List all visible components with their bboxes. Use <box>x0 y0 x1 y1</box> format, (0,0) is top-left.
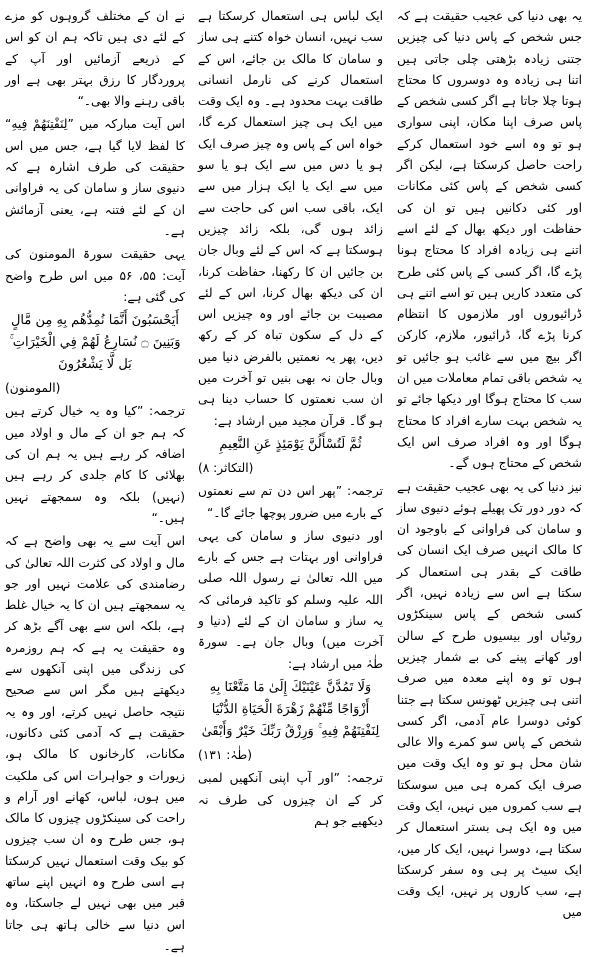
paragraph: یہ بھی دنیا کی عجیب حقیقت ہے کہ جس شخص کے پاس دنیا کی چیزیں جتنی زیادہ بڑھتی چلی جاتی ہیں اتنا ہی زیادہ وہ دوسروں کا محتاج ہوتا چلا جاتا ہے اگر کسی شخص کے پاس صرف اپنا مکان، اپنی سواری ہو تو وہ اسے خود استعمال کرکے راحت حاصل کرسکتا ہے، لیکن اگر کسی شخص کے پاس کئی مکانات اور کئی دکانیں ہیں تو ان کی حفاظت اور دیکھ بھال کے لئے اسے اتنے ہی زیادہ افراد کا محتاج ہونا پڑے گا، اگر کسی کے پاس کئی طرح کی متعدد کاریں ہیں تو اسے اتنے ہی ڈرائیوروں اور ملازموں کا انتظام کرنا پڑے گا، ڈرائیور، ملازم، کارکن اگر بیچ میں سے غائب ہو جائیں تو یہ شخص باقی تمام معاملات میں ان سب کا محتاج ہوگا اور دیکھا جائے تو یہ شخص بہت سارے افراد کا محتاج ہوگا اور وہ افراد صرف اس ایک شخص کے محتاج ہوں گے۔ <box>397 9 582 471</box>
verse-reference: (المومنون) <box>5 381 61 396</box>
paragraph: یہی حقیقت سورۃ المومنون کی آیت: ۵۵، ۵۶ میں اس طرح واضح کی گئی ہے: <box>5 247 185 304</box>
paragraph: نیز دنیا کی یہ بھی عجیب حقیقت ہے کہ دور دور تک پھیلے ہوئے دنیوی ساز و سامان کی فراوانی کے باوجود ان کا مالک انہیں صرف ایک انسان کی طاقت کے بقدر ہی استعمال کر سکتا ہے اس سے زیادہ نہیں، اگر کسی شخص کے پاس سینکڑوں روٹیاں اور بیسیوں طرح کے سالن اور کھانے پینے کی بے شمار چیزیں ہوں تو وہ اپنے معدہ میں صرف اتنی ہی چیزیں ٹھونس سکتا ہے جتنا کوئی دوسرا عام آدمی، اگر کسی شخص کے پاس سو کمرے والا عالی شان محل ہو تو وہ ایک وقت میں صرف ایک کمرہ ہی میں سوسکتا ہے سب کمروں میں نہیں، ایک وقت میں وہ ایک ہی بستر استعمال کر سکتا ہے، دوسرا نہیں، ایک کار میں، ایک سیٹ پر ہی وہ سفر کرسکتا ہے، سب کاروں پر نہیں، ایک وقت میں <box>397 479 582 920</box>
paragraph: نے ان کے مختلف گروہوں کو مزے کے لئے دی ہیں تاکہ ہم ان کو اس کے ذریعے آزمائیں اور آپ کے پروردگار کا رزق بہتر بھی ہے اور باقی رہنے والا بھی۔“ <box>5 9 185 109</box>
translation: ترجمہ: ”اور آپ اپنی آنکھیں لمبی کر کے ان چیزوں کی طرف نہ دیکھیے جو ہم <box>198 771 383 828</box>
verse-reference: (التکاثر: ۸) <box>198 460 254 475</box>
verse-reference: (طٰہٰ: ۱۳۱) <box>198 747 252 762</box>
paragraph: اس آیت مبارکہ میں ”لِنَفْتِنَهُمْ فِيهِ“ کا لفظ لایا گیا ہے، جس میں اس حقیقت کی طرف اشارہ ہے کہ دنیوی ساز و سامان کی یہ فراوانی ان کے لئے فتنہ ہے، یعنی آزمائش ہے۔ <box>5 117 185 238</box>
quran-verse: أَيَحْسَبُونَ أَنَّمَا نُمِدُّهُم بِهِ مِن مَّالٍ وَبَنِينَ ۝ نُسَارِعُ لَهُمْ فِي الْخَيْرَاتِ ۚ بَل لَّا يَشْعُرُونَ <box>9 313 181 373</box>
paragraph: اس آیت سے یہ بھی واضح ہے کہ مال و اولاد کی کثرت اللہ تعالیٰ کی رضامندی کی علامت نہیں اور جو یہ سمجھتے ہیں ان کا یہ خیال غلط ہے، بلکہ اس سے بھی آگے بڑھ کر وہ حقیقت یہ ہے کہ ہم روزمرہ کی زندگی میں اپنی آنکھوں سے دیکھتے ہیں مگر اس سے صحیح نتیجہ حاصل نہیں کرتے، اور وہ یہ حقیقت ہے کہ آدمی کئی دکانوں، مکانات، کارخانوں کا مالک ہو، زیورات و جواہرات اس کی ملکیت میں ہوں، لباس، کھانے اور آرام و راحت کی سینکڑوں چیزوں کا مالک ہو، جس طرح وہ ان سب چیزوں کو بیک وقت استعمال نہیں کرسکتا ہے اسی طرح وہ انہیں اپنے ساتھ قبر میں بھی نہیں لے جاسکتا، وہ اس دنیا سے خالی ہاتھ ہی جاتا ہے۔ <box>5 534 185 953</box>
paragraph: اور دنیوی ساز و سامان کی یہی فراوانی اور بہتات ہے جس کے بارے میں اللہ تعالیٰ نے رسول اللہ صلی اللہ علیہ وسلم کو تاکید فرمائی کہ یہ ساز و سامان ان کے لئے (دنیا و آخرت میں) وبال جان ہے۔ سورۃ طٰہٰ میں ارشاد ہے: <box>198 528 383 671</box>
text-column-middle <box>198 6 383 916</box>
quran-verse: ثُمَّ لَتُسْأَلُنَّ يَوْمَئِذٍ عَنِ النَّعِيمِ <box>219 436 362 452</box>
quran-verse: وَلَا تَمُدَّنَّ عَيْنَيْكَ إِلَىٰ مَا مَتَّعْنَا بِهِ أَزْوَاجًا مِّنْهُمْ زَهْرَةَ الْحَيَاةِ الدُّنْيَا لِنَفْتِنَهُمْ فِيهِ ۚ وَرِزْقُ رَبِّكَ خَيْرٌ وَأَبْقَىٰ <box>201 679 380 739</box>
translation: ترجمہ: ”پھر اس دن تم سے نعمتوں کے بارے میں ضرور پوچھا جائے گا۔“ <box>198 484 383 520</box>
text-column-right <box>397 6 582 920</box>
translation: ترجمہ: ”کیا وہ یہ خیال کرتے ہیں کہ ہم جو ان کے مال و اولاد میں اضافہ کر رہے ہیں یہ ہم ان کی بھلائی کا کام جلدی کر رہے ہیں (نہیں) بلکہ وہ سمجھتے نہیں ہیں۔“ <box>5 404 185 525</box>
paragraph: ایک لباس ہی استعمال کرسکتا ہے سب نہیں، انسان خواہ کتنے ہی ساز و سامان کا مالک بن جائے، اس کے استعمال کرنے کی نارمل انسانی طاقت بہت محدود ہے۔ وہ ایک وقت میں ایک ہی چیز استعمال کرے گا، خواہ اس کے پاس وہ چیز صرف ایک ہو یا دس میں سے ایک ہو یا سو میں سے ایک یا ایک ہزار میں سے ایک، باقی سب اس کی حاجت سے زائد ہوں گی، بلکہ زائد چیزیں ہوسکتا ہے کہ اس کے لئے وبال جان بن جائیں ان کا رکھنا، حفاظت کرنا، ان کی دیکھ بھال کرنا، اس کے لئے مصیبت بن جائے اور وہ چیزیں اس کے دل کے سکون تباہ کر کے رکھ دیں، پھر یہ نعمتیں بالفرض دنیا میں وبال جان نہ بھی بنیں تو آخرت میں ان سب نعمتوں کا حساب دینا ہی ہو گا۔ قرآن مجید میں ارشاد ہے: <box>198 9 383 428</box>
text-column-left <box>5 6 185 953</box>
